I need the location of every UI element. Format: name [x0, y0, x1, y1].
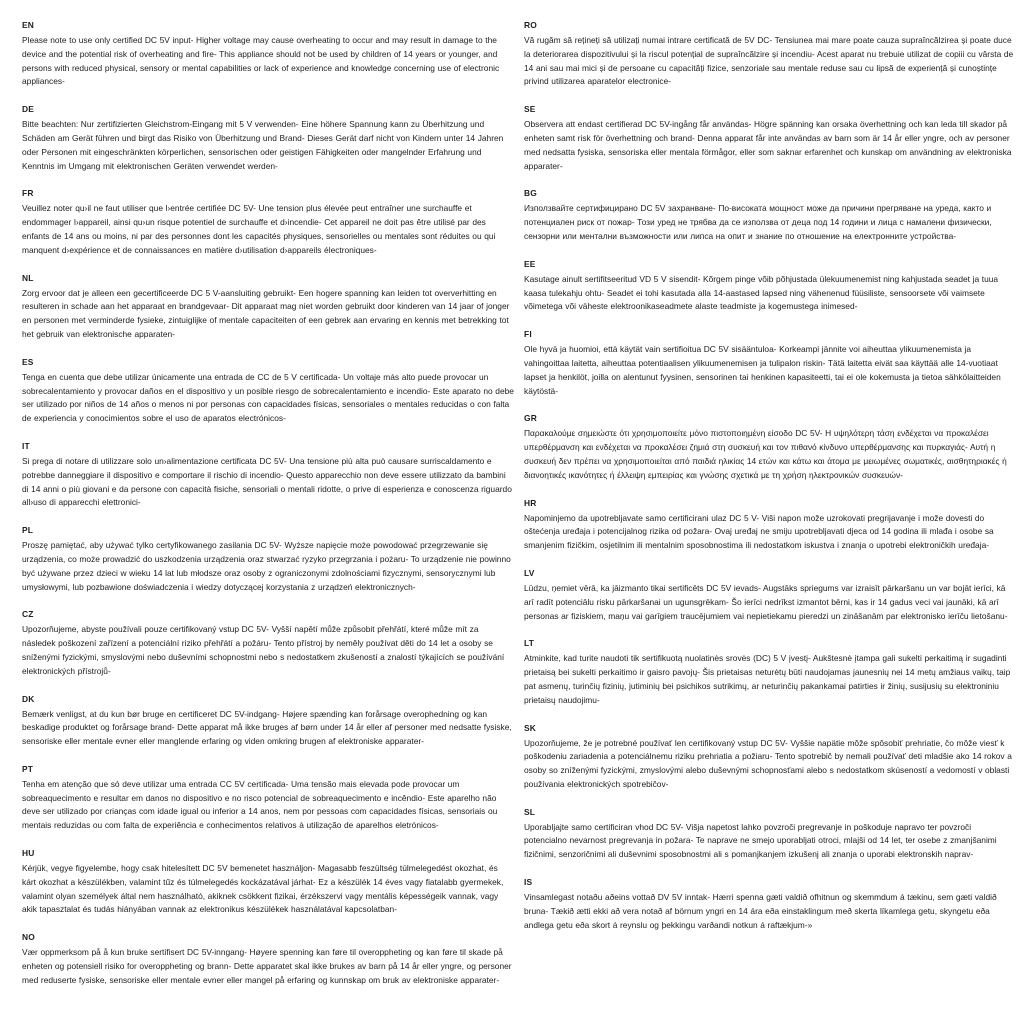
language-code: GR: [524, 413, 537, 424]
language-section-it: [22, 441, 514, 510]
language-section-is: [524, 877, 1016, 932]
language-section-fi: [524, 329, 1016, 398]
language-section-ee: [524, 259, 1016, 314]
language-section-pt: [22, 764, 514, 833]
language-code: LT: [524, 638, 535, 649]
warning-text: Vinsamlegast notaðu aðeins vottað DV 5V inntak- Hærri spenna gæti valdið ofhitnun og skemmdum á tækinu, sem gæti valdið bruna- Tækið ætti ekki að vera notað af börnum yngri en 14 ára eða einstaklingum með skerta líkamlega getu, skyngetu eða andlega getu eða skort á reynslu og þekkingu varðandi notkun á raftækjum-»: [524, 892, 997, 930]
language-section-sl: [524, 807, 1016, 862]
language-section-fr: [22, 188, 514, 257]
language-section-gr: [524, 413, 1016, 482]
right-column: [524, 20, 1016, 1014]
language-section-sk: [524, 723, 1016, 792]
warning-text: Veuillez noter qu›il ne faut utiliser que l›entrée certifiée DC 5V- Une tension plus élevée peut entraîner une surchauffe et endommager l›appareil, ainsi qu›un risque potentiel de surchauffe et d›incendie- Cet appareil ne doit pas être utilisé par des enfants de 14 ans ou moins, ni par des personnes dont les capacités physiques, sensorielles ou mentales sont réduites ou qui manquent d›expérience et de connaissances en matière d›utilisation d›appareils électroniques-: [22, 203, 496, 255]
language-code: ES: [22, 356, 34, 367]
warning-text: Si prega di notare di utilizzare solo un›alimentazione certificata DC 5V- Una tensione più alta può causare surriscaldamento e potrebbe danneggiare il dispositivo e comportare il rischio di incendio- Questo apparecchio non deve essere utilizzato da bambini di 14 anni o più giovani e da persone con capacità fisiche, sensoriali o mentali ridotte, o prive di esperienza e conoscenza riguardo all›uso di apparecchi elettronici-: [22, 455, 512, 508]
language-code: SL: [524, 806, 536, 817]
language-code: HU: [22, 848, 35, 859]
warning-text: Παρακαλούμε σημειώστε ότι χρησιμοποιείτε μόνο πιστοποιημένη είσοδο DC 5V- Η υψηλότερη τάση ενδέχεται να προκαλέσει υπερθέρμανση και ενδέχεται να προκαλέσει ζημιά στη συσκευή και τον πιθανό κίνδυνο υπερθέρμανσης και πυρκαγιάς- Αυτή η συσκευή δεν πρέπει να χρησιμοποιείται από παιδιά ηλικίας 14 ετών και κάτω και άτομα με μειωμένες σωματικές, αισθητηριακές ή διανοητικές ικανότητες ή έλλειψη εμπειρίας και γνώσης σχετικά με τη χρήση ηλεκτρονικών συσκευών-: [524, 428, 1007, 480]
language-code: EE: [524, 258, 536, 269]
warning-text: Използвайте сертифицирано DC 5V захранване- По-високата мощност може да причини прегряване на уреда, както и потенциален риск от пожар- Този уред не трябва да се използва от деца под 14 години и лица с намалени физически, сензорни или ментални възможности или липса на опит и знание по отношение на електронните устройства-: [524, 203, 992, 241]
language-section-de: [22, 104, 514, 173]
language-code: HR: [524, 497, 537, 508]
warning-text: Bemærk venligst, at du kun bør bruge en certificeret DC 5V-indgang- Højere spænding kan forårsage overophedning og kan beskadige produktet og forårsage brand- Dette apparat må ikke bruges af børn under 14 år eller af personer med nedsatte fysiske, sensoriske eller mentale evner eller manglende erfaring og viden omkring brugen af elektroniske apparater-: [22, 708, 512, 747]
language-section-se: [524, 104, 1016, 173]
language-section-pl: [22, 525, 514, 594]
language-section-nl: [22, 273, 514, 342]
language-section-ro: [524, 20, 1016, 89]
language-section-en: [22, 20, 514, 89]
language-code: NO: [22, 932, 35, 943]
warning-text: Vær oppmerksom på å kun bruke sertifisert DC 5V-inngang- Høyere spenning kan føre til overoppheting og kan føre til skade på enheten og potensiell risiko for overoppheting og brann- Dette apparatet skal ikke brukes av barn på 14 år eller yngre, og personer med reduserte fysiske, sensoriske eller mentale evner eller mangel på erfaring og kunnskap om bruk av elektroniske apparater-: [22, 947, 512, 985]
language-section-cz: [22, 609, 514, 678]
language-code: PT: [22, 763, 34, 774]
language-code: FI: [524, 329, 532, 340]
warning-text: Atminkite, kad turite naudoti tik sertifikuotą nuolatinės srovės (DC) 5 V įvestį- Aukštesnė įtampa gali sukelti perkaitimą ir sugadinti prietaisą bei sukelti perkaitimo ir gaisro pavojų- Šis prietaisas neturėtų būti naudojamas jaunesnių nei 14 metų amžiaus vaikų, taip pat asmenų, turinčių fizinių, jutiminių bei psichikos sutrikimų, ar neturinčių pakankamai patirties ir žinių, susijusių su elektroniniu prietaisų naudojimu-: [524, 653, 1011, 705]
language-code: RO: [524, 20, 537, 30]
warning-text: Tenha em atenção que só deve utilizar uma entrada CC 5V certificada- Uma tensão mais elevada pode provocar um sobreaquecimento e resultar em danos no dispositivo e no risco potencial de sobreaquecimento e incêndio- Este aparelho não deve ser utilizado por crianças com idade igual ou inferior a 14 anos, nem por pessoas com capacidades físicas, sensoriais ou mentais reduzidas ou com falta de experiência e conhecimentos relativos à utilização de aparelhos eletrónicos-: [22, 778, 498, 831]
warning-text: Observera att endast certifierad DC 5V-ingång får användas- Högre spänning kan orsaka överhettning och kan leda till skador på enheten samt risk för överhettning och brand- Denna apparat får inte användas av barn som är 14 år eller yngre, och av personer med nedsatta fysiska, sensoriska eller mentala förmågor, eller som saknar erfarenhet och kunskap om användning av elektroniska apparater-: [524, 119, 1012, 171]
language-code: EN: [22, 20, 35, 30]
language-code: PL: [22, 525, 34, 536]
warning-text: Upozorňujeme, abyste používali pouze certifikovaný vstup DC 5V- Vyšší napětí může způsobit přehřátí, které může mít za následek poškození zařízení a potenciální riziko přehřátí a požáru- Tento přístroj by neměly používat děti do 14 let a osoby se sníženými fyzickými, smyslovými nebo duševními schopnostmi nebo s nedostatkem zkušeností a znalostí týkajících se používání elektronických přístrojů-: [22, 624, 505, 676]
language-section-lv: [524, 568, 1016, 623]
language-section-no: [22, 932, 514, 987]
warning-text: Vă rugăm să rețineți să utilizați numai intrare certificată de 5V DC- Tensiunea mai mare poate cauza supraîncălzirea și poate duce la deteriorarea dispozitivului și la riscul potențial de supraîncălzire și incendiu- Acest aparat nu trebuie utilizat de copiii cu vârsta de 14 ani sau mai mici și de persoane cu capacități fizice, senzoriale sau mentale reduse sau cu lipsă de experiență și cunoștințe privind utilizarea aparatelor electronice-: [524, 35, 1014, 87]
language-code: IT: [22, 440, 30, 451]
warning-text: Uporabljajte samo certificiran vhod DC 5V- Višja napetost lahko povzroči pregrevanje in poškoduje napravo ter povzroči potencialno nevarnost pregrevanja in požara- Te naprave ne smejo uporabljati otroci, mlajši od 14 let, ter osebe z zmanjšanimi fizičnimi, senzoričnimi ali duševnimi sposobnostmi ali s pomanjkanjem izkušenj ali znanja o uporabi elektronskih naprav-: [524, 821, 997, 860]
language-code: SE: [524, 104, 536, 115]
warning-text: Napominjemo da upotrebljavate samo certificirani ulaz DC 5 V- Viši napon može uzrokovati pregrijavanje i može dovesti do oštećenja uređaja i potencijalnog rizika od požara- Ovaj uređaj ne smiju upotrebljavati djeca od 14 godina ili mlađa i osobe sa smanjenim fizičkim, osjetilnim ili mentalnim sposobnostima ili nedostatkom iskustva i znanja o upotrebi elektroničkih uređaja-: [524, 512, 994, 551]
language-code: LV: [524, 567, 535, 578]
language-section-hr: [524, 498, 1016, 553]
language-section-bg: [524, 188, 1016, 243]
warning-text: Proszę pamiętać, aby używać tylko certyfikowanego zasilania DC 5V- Wyższe napięcie może powodować przegrzewanie się urządzenia, co może prowadzić do uszkodzenia urządzenia oraz stwarzać ryzyko przegrzania i pożaru- To urządzenie nie powinno być używane przez dzieci w wieku 14 lat lub młodsze oraz osoby z ograniczonymi zdolnościami fizycznymi, sensorycznymi lub umysłowymi, lub pozbawione doświadczenia i wiedzy dotyczącej korzystania z urządzeń elektronicznych-: [22, 540, 511, 592]
left-column: [22, 20, 514, 1014]
warning-text: Please note to use only certified DC 5V input- Higher voltage may cause overheating to occur and may result in damage to the device and the potential risk of overheating and fire- This appliance should not be used by children of 14 years or younger, and persons with reduced physical, sensory or mental capabilities or lack of experience and knowledge concerning use of electronic appliances-: [22, 35, 500, 87]
language-code: NL: [22, 272, 34, 283]
language-code: DE: [22, 104, 35, 115]
language-code: IS: [524, 877, 533, 888]
language-section-lt: [524, 638, 1016, 707]
warning-text: Ole hyvä ja huomioi, että käytät vain sertifioitua DC 5V sisääntuloa- Korkeampi jännite voi aiheuttaa ylikuumenemista ja vahingoittaa laitetta, aiheuttaa potentiaalisen ylikuumenemisen ja tulipalon riskin- Tätä laitetta eivät saa käyttää alle 14-vuotiaat lapset ja henkilöt, joilla on alentunut fyysinen, sensorinen tai henkinen kapasiteetti, tai ei ole kokemusta ja tietoa sähkölaitteiden käytöstä-: [524, 344, 1001, 396]
warning-text: Upozorňujeme, že je potrebné používať len certifikovaný vstup DC 5V- Vyššie napätie môže spôsobiť prehriatie, čo môže viesť k poškodeniu zariadenia a potenciálnemu riziku prehriatia a požiaru- Tento spotrebič by nemali používať deti mladšie ako 14 rokov a osoby so zníženými fyzickými, zmyslovými alebo duševnými schopnosťami alebo s nedostatkom skúseností a vedomostí v oblasti používania elektronických spotrebičov-: [524, 737, 1012, 789]
warning-text: Tenga en cuenta que debe utilizar únicamente una entrada de CC de 5 V certificada- Un voltaje más alto puede provocar un sobrecalentamiento y provocar daños en el dispositivo y un posible riesgo de sobrecalentamiento e incendio- Este aparato no debe ser utilizado por niños de 14 años o menos ni por personas con capacidades físicas, sensoriales o mentales reducidas o con falta de experiencia y conocimientos sobre el uso de aparatos electrónicos-: [22, 371, 514, 424]
warning-text: Kasutage ainult sertifitseeritud VD 5 V sisendit- Kõrgem pinge võib põhjustada ülekuumenemist ning kahjustada seadet ja tuua kaasa tulekahju ohtu- Seadet ei tohi kasutada alla 14-aastased lapsed ning vähenenud füüsiliste, sensoorsete või vaimsete võimetega või väheste elektroonikaseadmete alaste teadmiste ja kogemustega inimesed-: [524, 273, 999, 312]
warning-text: Kérjük, vegye figyelembe, hogy csak hitelesített DC 5V bemenetet használjon- Magasabb feszültség túlmelegedést okozhat, és kárt okozhat a készülékben, valamint tűz és túlmelegedés kockázatával járhat- Ez a készülék 14 éves vagy fiatalabb gyermekek, valamint olyan személyek által nem használható, akiknek csökkent fizikai, érzékszervi vagy mentális képességeik vannak, vagy akik tapasztalat és tudás hiányában vannak az elektronikus készülékek használatával kapcsolatban-: [22, 863, 504, 915]
warning-text: Zorg ervoor dat je alleen een gecertificeerde DC 5 V-aansluiting gebruikt- Een hogere spanning kan leiden tot oververhitting en resulteren in schade aan het apparaat en brandgevaar- Dit apparaat mag niet worden gebruikt door kinderen van 14 jaar of jonger en personen met verminderde fysieke, zintuiglijke of mentale capaciteiten of een gebrek aan ervaring en kennis met betrekking tot het gebruik van elektronische apparaten-: [22, 287, 510, 339]
warning-text: Lūdzu, ņemiet vērā, ka jāizmanto tikai sertificēts DC 5V ievads- Augstāks spriegums var izraisīt pārkaršanu un var bojāt ierīci, kā arī radīt potenciālu risku pārkaršanai un ugunsgrēkam- Šo ierīci nedrīkst izmantot bērni, kas ir 14 gadus veci vai jaunāki, kā arī personas ar fiziskiem, maņu vai garīgiem traucējumiem vai nepietiekamu pieredzi un zināšanām par elektronisko ierīču lietošanu-: [524, 582, 1008, 621]
language-section-hu: [22, 848, 514, 917]
language-code: CZ: [22, 609, 34, 620]
language-section-dk: [22, 694, 514, 749]
warning-text: Bitte beachten: Nur zertifizierten Gleichstrom-Eingang mit 5 V verwenden- Eine höhere Spannung kann zu Überhitzung und Schäden am Gerät führen und birgt das Risiko von Überhitzung und Brand- Dieses Gerät darf nicht von Kindern unter 14 Jahren oder Personen mit eingeschränkten körperlichen, sensorischen oder geistigen Fähigkeiten oder mangelnder Erfahrung und Kenntnis im Umgang mit elektronischen Geräten verwendet werden-: [22, 119, 504, 171]
language-code: FR: [22, 188, 34, 199]
language-section-es: [22, 357, 514, 426]
language-code: DK: [22, 693, 35, 704]
language-code: SK: [524, 722, 537, 733]
language-code: BG: [524, 188, 537, 199]
